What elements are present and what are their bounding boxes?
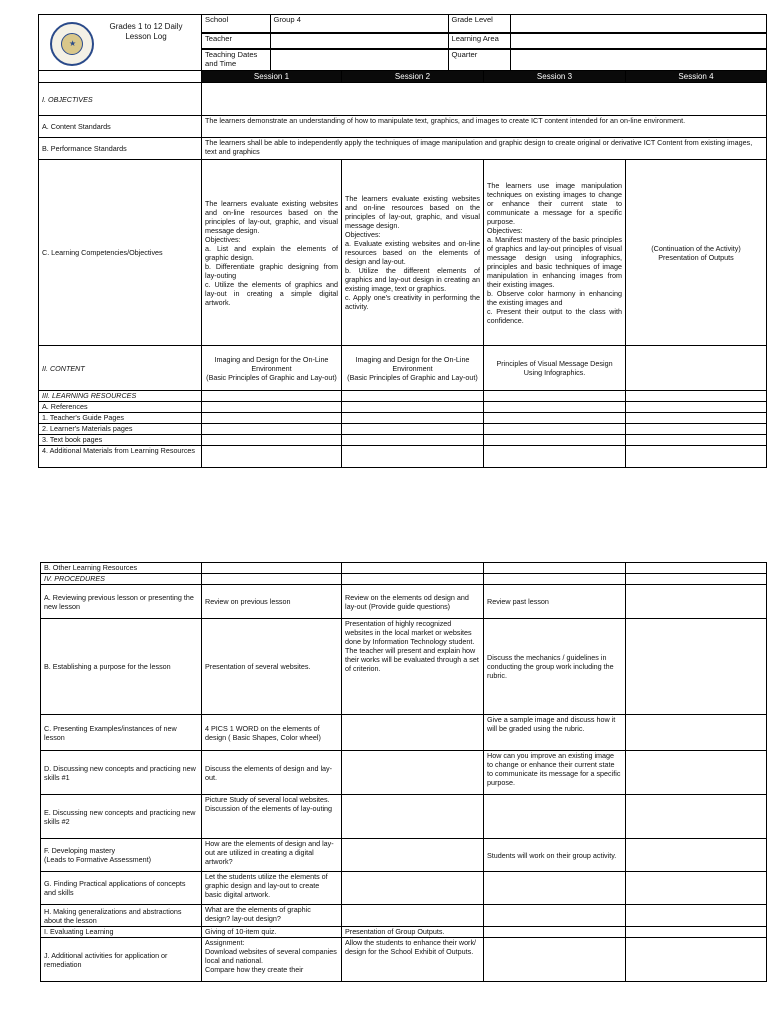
- proc-f-label: F. Developing mastery (Leads to Formative Assessment): [41, 839, 202, 872]
- proc-c-session-3: Give a sample image and discuss how it will be graded using the rubric.: [484, 715, 626, 751]
- teaching-dates-label: Teaching Dates and Time: [202, 49, 270, 70]
- competencies-session-4: (Continuation of the Activity) Presentation of Outputs: [626, 160, 767, 346]
- session-1-header: Session 1: [202, 71, 342, 83]
- proc-e-session-1: Picture Study of several local websites. Discussion of the elements of lay-outing: [202, 795, 342, 839]
- header-title-line2: Lesson Log: [125, 31, 167, 41]
- competencies-session-1: The learners evaluate existing websites and on-line resources based on the principles of lay-out, graphic, and visual message design. Objectives: a. List and explain the elements of graphic design. b. Differentiate graphic designing from lay-outing c. Utilize the elements of graphics and lay-out in creating a simple digital artwork.: [202, 160, 342, 346]
- school-value: Group 4: [270, 15, 448, 32]
- proc-h-session-1: What are the elements of graphic design? lay-out design?: [202, 905, 342, 927]
- proc-f-session-3: Students will work on their group activity.: [484, 839, 626, 872]
- lesson-log-table-bottom: [40, 562, 767, 982]
- session-4-header: Session 4: [626, 71, 767, 83]
- learning-area-label: Learning Area: [448, 34, 510, 48]
- other-resources-label: B. Other Learning Resources: [41, 563, 202, 574]
- content-session-4: [626, 346, 767, 391]
- proc-a-session-3: Review past lesson: [484, 585, 626, 619]
- proc-i-label: I. Evaluating Learning: [41, 927, 202, 938]
- proc-a-session-1: Review on previous lesson: [202, 585, 342, 619]
- session-3-header: Session 3: [484, 71, 626, 83]
- teaching-dates-value: [270, 49, 448, 70]
- performance-standards-text: The learners shall be able to independently apply the techniques of image manipulation and graphic design to create original or derivative ICT Content from existing images, text and graphics: [202, 138, 767, 160]
- proc-g-label: G. Finding Practical applications of concepts and skills: [41, 872, 202, 905]
- teacher-value: [270, 34, 448, 48]
- content-heading: II. CONTENT: [39, 346, 202, 391]
- teachers-guide-label: 1. Teacher's Guide Pages: [39, 413, 202, 424]
- proc-i-session-2: Presentation of Group Outputs.: [342, 927, 484, 938]
- header-title-cell: [39, 15, 202, 71]
- proc-b-session-1: Presentation of several websites.: [202, 619, 342, 715]
- proc-a-label: A. Reviewing previous lesson or presenting the new lesson: [41, 585, 202, 619]
- performance-standards-label: B. Performance Standards: [39, 138, 202, 160]
- content-standards-label: A. Content Standards: [39, 116, 202, 138]
- session-2-header: Session 2: [342, 71, 484, 83]
- proc-b-label: B. Establishing a purpose for the lesson: [41, 619, 202, 715]
- additional-materials-label: 4. Additional Materials from Learning Resources: [39, 446, 202, 468]
- proc-h-label: H. Making generalizations and abstractions about the lesson: [41, 905, 202, 927]
- proc-j-session-1: Assignment: Download websites of several companies local and national. Compare how they create their: [202, 938, 342, 982]
- references-label: A. References: [39, 402, 202, 413]
- session-header-blank: [39, 71, 202, 83]
- proc-j-label: J. Additional activities for application or remediation: [41, 938, 202, 982]
- deped-seal-icon: ★: [50, 22, 94, 66]
- competencies-session-3: The learners use image manipulation techniques on existing images to change or enhance their current state to communicate a message for a specific purpose. Objectives: a. Manifest mastery of the basic principles of graphics and lay-out principles of visual message design using infographics, principles and basic techniques of image manipulation in enhancing images from their existing images. b. Observe color harmony in enhancing the existing images and c. Present their output to the class with confidence.: [484, 160, 626, 346]
- proc-b-session-2: Presentation of highly recognized websites in the local market or websites done by Information Technology student. The teacher will present and explain how their works will be evaluated through a set of criterion.: [342, 619, 484, 715]
- proc-f-session-1: How are the elements of design and lay-out are utilized in creating a digital artwork?: [202, 839, 342, 872]
- proc-a-session-2: Review on the elements od design and lay-out (Provide guide questions): [342, 585, 484, 619]
- header-title-line1: Grades 1 to 12 Daily: [109, 21, 183, 31]
- proc-j-session-2: Allow the students to enhance their work/ design for the School Exhibit of Outputs.: [342, 938, 484, 982]
- quarter-label: Quarter: [448, 49, 510, 70]
- competencies-session-2: The learners evaluate existing websites and on-line resources based on the principles of lay-out, graphic, and visual message design. Objectives: a. Evaluate existing websites and on-line resources based on the elements of design and lay-out. b. Utilize the different elements of graphics and lay-out design in creating an existing image, text or graphics. c. Apply one's creativity in performing the activity.: [342, 160, 484, 346]
- lesson-log-table-top: [38, 14, 767, 468]
- proc-c-label: C. Presenting Examples/instances of new lesson: [41, 715, 202, 751]
- learning-area-value: [510, 34, 766, 48]
- proc-c-session-1: 4 PICS 1 WORD on the elements of design ( Basic Shapes, Color wheel): [202, 715, 342, 751]
- content-session-1: Imaging and Design for the On-Line Environment (Basic Principles of Graphic and Lay-out): [202, 346, 342, 391]
- proc-e-label: E. Discussing new concepts and practicing new skills #2: [41, 795, 202, 839]
- quarter-value: [510, 49, 766, 70]
- proc-d-session-1: Discuss the elements of design and lay-out.: [202, 751, 342, 795]
- content-standards-text: The learners demonstrate an understanding of how to manipulate text, graphics, and images to create ICT content intended for an on-line environment.: [202, 116, 767, 138]
- textbook-label: 3. Text book pages: [39, 435, 202, 446]
- competencies-label: C. Learning Competencies/Objectives: [39, 160, 202, 346]
- teacher-label: Teacher: [202, 34, 270, 48]
- proc-g-session-1: Let the students utilize the elements of graphic design and lay-out to create basic digital artwork.: [202, 872, 342, 905]
- proc-d-label: D. Discussing new concepts and practicing new skills #1: [41, 751, 202, 795]
- resources-heading: III. LEARNING RESOURCES: [39, 391, 202, 402]
- proc-b-session-3: Discuss the mechanics / guidelines in conducting the group work including the rubric.: [484, 619, 626, 715]
- objectives-heading: I. OBJECTIVES: [39, 83, 202, 116]
- content-session-3: Principles of Visual Message Design Using Infographics.: [484, 346, 626, 391]
- procedures-heading: IV. PROCEDURES: [41, 574, 202, 585]
- grade-level-label: Grade Level: [448, 15, 510, 32]
- objectives-blank: [202, 83, 767, 116]
- grade-level-value: [510, 15, 766, 32]
- content-session-2: Imaging and Design for the On-Line Environment (Basic Principles of Graphic and Lay-out): [342, 346, 484, 391]
- learners-materials-label: 2. Learner's Materials pages: [39, 424, 202, 435]
- proc-i-session-1: Giving of 10-item quiz.: [202, 927, 342, 938]
- proc-d-session-3: How can you improve an existing image to change or enhance their current state to communicate its message for a specific purpose.: [484, 751, 626, 795]
- school-label: School: [202, 15, 270, 32]
